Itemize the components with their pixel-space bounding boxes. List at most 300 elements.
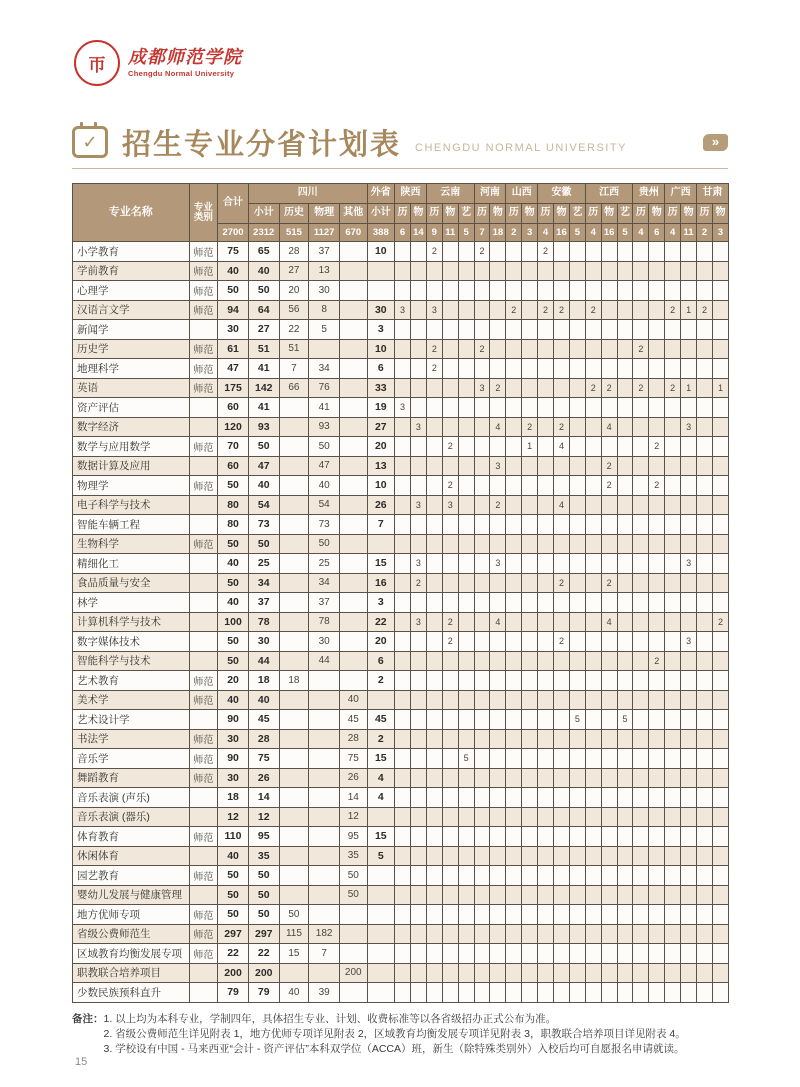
- value-cell: [458, 924, 474, 944]
- value-cell: [649, 515, 665, 535]
- value-cell: [410, 456, 426, 476]
- value-cell: [681, 963, 697, 983]
- value-cell: 50: [309, 534, 340, 554]
- value-cell: 4: [554, 437, 570, 457]
- header-subject: 物: [681, 204, 697, 224]
- value-cell: [522, 768, 538, 788]
- value-cell: [426, 398, 442, 418]
- value-cell: [665, 398, 681, 418]
- value-cell: 15: [367, 554, 395, 574]
- value-cell: [681, 651, 697, 671]
- value-cell: [474, 651, 490, 671]
- value-cell: [340, 905, 368, 925]
- value-cell: 44: [248, 651, 279, 671]
- value-cell: [665, 437, 681, 457]
- value-cell: [410, 885, 426, 905]
- category-cell: [189, 651, 218, 671]
- value-cell: [506, 866, 522, 886]
- value-cell: [490, 983, 506, 1003]
- value-cell: [506, 944, 522, 964]
- value-cell: [490, 924, 506, 944]
- value-cell: 26: [248, 768, 279, 788]
- value-cell: [665, 710, 681, 730]
- value-cell: 30: [218, 729, 249, 749]
- value-cell: [633, 359, 649, 379]
- value-cell: [569, 944, 585, 964]
- value-cell: [506, 554, 522, 574]
- category-cell: [189, 807, 218, 827]
- value-cell: [426, 612, 442, 632]
- table-row: [73, 261, 729, 281]
- value-cell: [458, 827, 474, 847]
- value-cell: [617, 437, 633, 457]
- table-row: [73, 827, 729, 847]
- value-cell: [279, 476, 309, 496]
- value-cell: [601, 339, 617, 359]
- table-row: [73, 866, 729, 886]
- university-name-en: Chengdu Normal University: [128, 69, 235, 78]
- header-total-value: 2312: [248, 224, 279, 242]
- value-cell: 20: [279, 281, 309, 301]
- value-cell: [569, 437, 585, 457]
- value-cell: [367, 534, 395, 554]
- value-cell: [665, 885, 681, 905]
- major-name-cell: 精细化工: [73, 554, 190, 574]
- value-cell: [522, 749, 538, 769]
- header-subject: 物: [649, 204, 665, 224]
- value-cell: [633, 749, 649, 769]
- value-cell: [458, 651, 474, 671]
- value-cell: [569, 690, 585, 710]
- value-cell: 2: [585, 378, 601, 398]
- value-cell: 78: [248, 612, 279, 632]
- table-row: [73, 476, 729, 496]
- value-cell: 20: [367, 632, 395, 652]
- value-cell: [474, 827, 490, 847]
- value-cell: [474, 456, 490, 476]
- value-cell: [474, 476, 490, 496]
- header-total-value: 1127: [309, 224, 340, 242]
- category-cell: [189, 963, 218, 983]
- value-cell: [490, 573, 506, 593]
- value-cell: [585, 281, 601, 301]
- value-cell: [601, 593, 617, 613]
- value-cell: [633, 554, 649, 574]
- value-cell: [410, 729, 426, 749]
- table-row: [73, 905, 729, 925]
- value-cell: [569, 456, 585, 476]
- value-cell: [681, 846, 697, 866]
- value-cell: [681, 866, 697, 886]
- value-cell: [458, 300, 474, 320]
- value-cell: [601, 749, 617, 769]
- value-cell: 2: [665, 300, 681, 320]
- value-cell: [426, 281, 442, 301]
- value-cell: [633, 651, 649, 671]
- value-cell: [617, 339, 633, 359]
- value-cell: [554, 846, 570, 866]
- value-cell: 56: [279, 300, 309, 320]
- header-waisheng: 外省: [367, 184, 395, 204]
- value-cell: [426, 456, 442, 476]
- value-cell: [410, 905, 426, 925]
- value-cell: [458, 866, 474, 886]
- value-cell: 40: [218, 261, 249, 281]
- value-cell: [506, 398, 522, 418]
- value-cell: [569, 573, 585, 593]
- value-cell: [697, 671, 713, 691]
- value-cell: [697, 515, 713, 535]
- value-cell: [617, 944, 633, 964]
- value-cell: [395, 242, 411, 262]
- value-cell: [538, 632, 554, 652]
- value-cell: [633, 944, 649, 964]
- value-cell: [522, 495, 538, 515]
- value-cell: [569, 632, 585, 652]
- value-cell: [538, 846, 554, 866]
- value-cell: [554, 768, 570, 788]
- value-cell: [697, 690, 713, 710]
- value-cell: [442, 710, 458, 730]
- category-cell: 师范: [189, 768, 218, 788]
- value-cell: [681, 398, 697, 418]
- footnote-line: 2. 省级公费师范生详见附表 1，地方优师专项详见附表 2，区域教育均衡发展专项详见附表 3，职教联合培养项目详见附表 4。: [103, 1028, 686, 1040]
- value-cell: [649, 398, 665, 418]
- value-cell: [474, 768, 490, 788]
- value-cell: [697, 320, 713, 340]
- value-cell: [665, 456, 681, 476]
- value-cell: [538, 827, 554, 847]
- value-cell: [395, 788, 411, 808]
- major-name-cell: 书法学: [73, 729, 190, 749]
- major-name-cell: 小学教育: [73, 242, 190, 262]
- value-cell: [649, 768, 665, 788]
- value-cell: [712, 905, 728, 925]
- value-cell: [474, 671, 490, 691]
- value-cell: [410, 281, 426, 301]
- value-cell: [633, 866, 649, 886]
- value-cell: [585, 963, 601, 983]
- value-cell: [474, 866, 490, 886]
- value-cell: 297: [248, 924, 279, 944]
- value-cell: [458, 437, 474, 457]
- header-total-value: 2: [506, 224, 522, 242]
- value-cell: [649, 359, 665, 379]
- value-cell: [585, 554, 601, 574]
- value-cell: [569, 320, 585, 340]
- value-cell: [490, 963, 506, 983]
- value-cell: [649, 729, 665, 749]
- value-cell: 2: [426, 242, 442, 262]
- value-cell: [585, 359, 601, 379]
- value-cell: 54: [248, 495, 279, 515]
- value-cell: [442, 593, 458, 613]
- value-cell: [474, 963, 490, 983]
- value-cell: [426, 788, 442, 808]
- value-cell: 40: [248, 476, 279, 496]
- value-cell: [601, 885, 617, 905]
- value-cell: [617, 905, 633, 925]
- page-number: 15: [75, 1056, 88, 1068]
- value-cell: [665, 807, 681, 827]
- major-name-cell: 新闻学: [73, 320, 190, 340]
- value-cell: [458, 495, 474, 515]
- value-cell: [554, 476, 570, 496]
- value-cell: [395, 924, 411, 944]
- value-cell: [712, 515, 728, 535]
- value-cell: [681, 495, 697, 515]
- value-cell: 2: [410, 573, 426, 593]
- value-cell: [681, 437, 697, 457]
- value-cell: [712, 944, 728, 964]
- value-cell: [426, 905, 442, 925]
- value-cell: 18: [218, 788, 249, 808]
- value-cell: [633, 924, 649, 944]
- value-cell: [474, 807, 490, 827]
- value-cell: [506, 515, 522, 535]
- value-cell: [569, 359, 585, 379]
- value-cell: [309, 339, 340, 359]
- value-cell: [458, 281, 474, 301]
- value-cell: 4: [601, 417, 617, 437]
- value-cell: [367, 963, 395, 983]
- value-cell: [442, 983, 458, 1003]
- value-cell: [279, 515, 309, 535]
- major-name-cell: 物理学: [73, 476, 190, 496]
- value-cell: [410, 378, 426, 398]
- value-cell: [554, 807, 570, 827]
- value-cell: [649, 320, 665, 340]
- value-cell: [442, 671, 458, 691]
- value-cell: [458, 339, 474, 359]
- value-cell: [395, 729, 411, 749]
- value-cell: [633, 398, 649, 418]
- value-cell: [617, 398, 633, 418]
- category-cell: 师范: [189, 261, 218, 281]
- value-cell: 40: [218, 554, 249, 574]
- value-cell: [458, 710, 474, 730]
- value-cell: [665, 261, 681, 281]
- value-cell: 2: [601, 456, 617, 476]
- value-cell: [697, 378, 713, 398]
- admission-plan-table: [72, 183, 729, 1003]
- value-cell: [712, 261, 728, 281]
- value-cell: [340, 632, 368, 652]
- value-cell: 3: [410, 417, 426, 437]
- value-cell: [506, 963, 522, 983]
- table-row: [73, 339, 729, 359]
- value-cell: [697, 359, 713, 379]
- value-cell: 2: [633, 378, 649, 398]
- value-cell: [340, 456, 368, 476]
- value-cell: [506, 807, 522, 827]
- value-cell: 60: [218, 398, 249, 418]
- value-cell: 5: [309, 320, 340, 340]
- category-cell: [189, 554, 218, 574]
- value-cell: [601, 866, 617, 886]
- value-cell: [712, 437, 728, 457]
- value-cell: [522, 788, 538, 808]
- value-cell: [712, 320, 728, 340]
- table-row: [73, 807, 729, 827]
- value-cell: [649, 671, 665, 691]
- header-total-value: 7: [474, 224, 490, 242]
- header-total-value: 2700: [218, 224, 249, 242]
- header-subject: 历: [697, 204, 713, 224]
- value-cell: [426, 690, 442, 710]
- value-cell: [522, 515, 538, 535]
- header-total-value: 6: [649, 224, 665, 242]
- value-cell: 44: [309, 651, 340, 671]
- value-cell: [410, 866, 426, 886]
- value-cell: [697, 846, 713, 866]
- value-cell: [538, 437, 554, 457]
- value-cell: [633, 983, 649, 1003]
- value-cell: [681, 749, 697, 769]
- value-cell: [395, 905, 411, 925]
- value-cell: [665, 242, 681, 262]
- value-cell: [506, 846, 522, 866]
- value-cell: 37: [309, 593, 340, 613]
- value-cell: [697, 476, 713, 496]
- value-cell: 47: [218, 359, 249, 379]
- value-cell: [279, 593, 309, 613]
- value-cell: [522, 807, 538, 827]
- value-cell: 12: [340, 807, 368, 827]
- value-cell: [367, 261, 395, 281]
- value-cell: [681, 476, 697, 496]
- value-cell: [506, 476, 522, 496]
- value-cell: [697, 437, 713, 457]
- value-cell: 3: [681, 632, 697, 652]
- value-cell: [522, 924, 538, 944]
- value-cell: [538, 515, 554, 535]
- value-cell: [569, 846, 585, 866]
- value-cell: [538, 807, 554, 827]
- value-cell: [617, 476, 633, 496]
- value-cell: [697, 554, 713, 574]
- value-cell: 4: [490, 417, 506, 437]
- value-cell: [601, 963, 617, 983]
- value-cell: [601, 261, 617, 281]
- value-cell: [474, 788, 490, 808]
- value-cell: [458, 671, 474, 691]
- value-cell: [442, 846, 458, 866]
- value-cell: [633, 437, 649, 457]
- value-cell: [633, 632, 649, 652]
- page-subtitle: CHENGDU NORMAL UNIVERSITY: [415, 142, 627, 154]
- value-cell: 120: [218, 417, 249, 437]
- value-cell: [490, 885, 506, 905]
- value-cell: 39: [309, 983, 340, 1003]
- value-cell: 14: [248, 788, 279, 808]
- value-cell: 20: [218, 671, 249, 691]
- value-cell: 70: [218, 437, 249, 457]
- table-row: [73, 768, 729, 788]
- value-cell: 47: [248, 456, 279, 476]
- value-cell: [426, 495, 442, 515]
- value-cell: [538, 788, 554, 808]
- value-cell: 93: [248, 417, 279, 437]
- value-cell: [340, 944, 368, 964]
- major-name-cell: 数据计算及应用: [73, 456, 190, 476]
- header-subject: 历: [585, 204, 601, 224]
- value-cell: [490, 671, 506, 691]
- value-cell: [279, 729, 309, 749]
- value-cell: [426, 534, 442, 554]
- value-cell: [601, 651, 617, 671]
- value-cell: [426, 554, 442, 574]
- value-cell: [697, 573, 713, 593]
- header-subject: 小计: [367, 204, 395, 224]
- value-cell: [410, 476, 426, 496]
- value-cell: [522, 573, 538, 593]
- value-cell: [426, 515, 442, 535]
- value-cell: [712, 554, 728, 574]
- value-cell: 10: [367, 476, 395, 496]
- table-row: [73, 515, 729, 535]
- value-cell: [538, 749, 554, 769]
- value-cell: [633, 729, 649, 749]
- value-cell: [617, 827, 633, 847]
- value-cell: [490, 359, 506, 379]
- category-cell: [189, 846, 218, 866]
- table-row: [73, 632, 729, 652]
- university-name-cn: 成都师范学院: [128, 47, 242, 68]
- value-cell: [410, 359, 426, 379]
- value-cell: [506, 749, 522, 769]
- value-cell: [569, 885, 585, 905]
- value-cell: [490, 339, 506, 359]
- value-cell: [442, 749, 458, 769]
- header-province: 四川: [248, 184, 367, 204]
- value-cell: [649, 788, 665, 808]
- header-total-value: 2: [697, 224, 713, 242]
- value-cell: [340, 281, 368, 301]
- value-cell: [681, 671, 697, 691]
- value-cell: [490, 827, 506, 847]
- value-cell: [649, 417, 665, 437]
- value-cell: [665, 593, 681, 613]
- value-cell: [490, 866, 506, 886]
- value-cell: [649, 710, 665, 730]
- value-cell: [410, 768, 426, 788]
- value-cell: [681, 690, 697, 710]
- category-cell: 师范: [189, 729, 218, 749]
- value-cell: [279, 690, 309, 710]
- value-cell: 2: [649, 651, 665, 671]
- value-cell: [554, 515, 570, 535]
- value-cell: [617, 807, 633, 827]
- value-cell: [633, 593, 649, 613]
- value-cell: [426, 866, 442, 886]
- value-cell: [506, 320, 522, 340]
- table-row: [73, 710, 729, 730]
- value-cell: [633, 788, 649, 808]
- value-cell: 93: [309, 417, 340, 437]
- value-cell: [712, 749, 728, 769]
- value-cell: 18: [279, 671, 309, 691]
- value-cell: [506, 651, 522, 671]
- value-cell: [410, 690, 426, 710]
- header-subject: 历: [538, 204, 554, 224]
- value-cell: [681, 281, 697, 301]
- value-cell: [617, 788, 633, 808]
- value-cell: [665, 944, 681, 964]
- value-cell: [665, 866, 681, 886]
- value-cell: [601, 300, 617, 320]
- value-cell: 50: [279, 905, 309, 925]
